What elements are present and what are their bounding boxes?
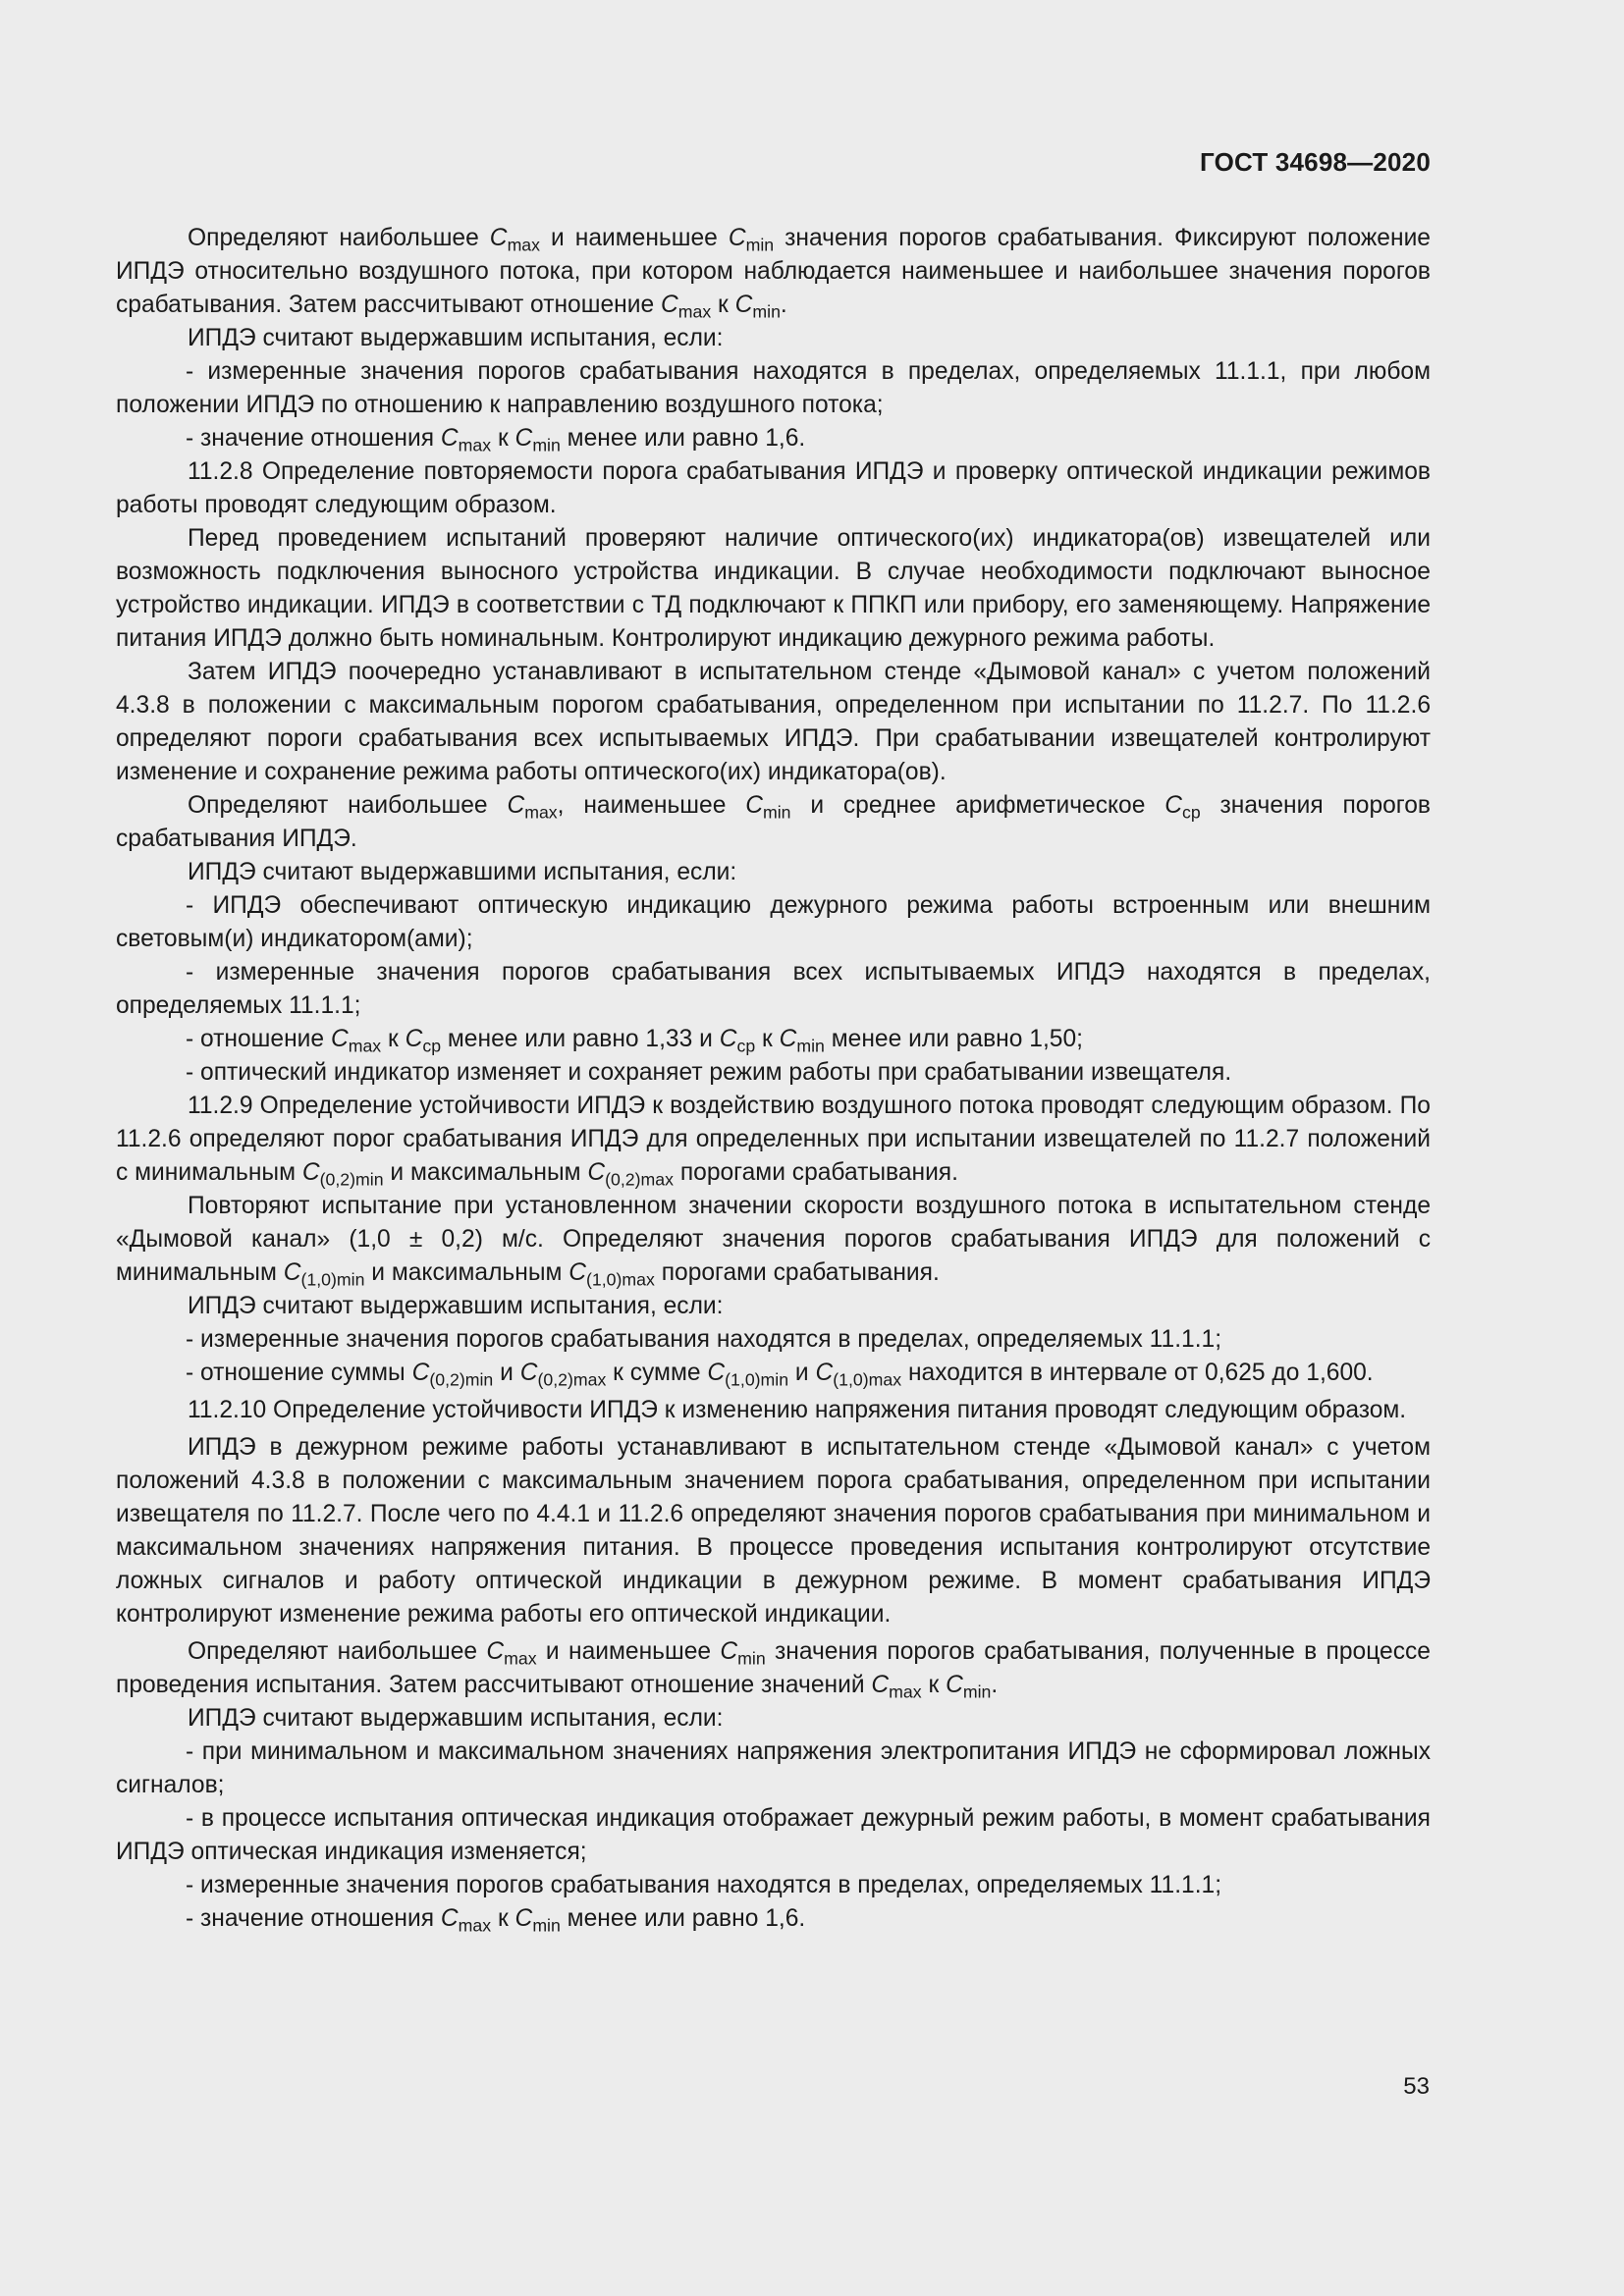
math-variable: C (301, 1159, 320, 1186)
paragraph (116, 222, 1431, 322)
paragraph (116, 1290, 1431, 1323)
text-run: значения порогов срабатывания. Фиксируют положение ИПДЭ относительно воздушного потока, при котором наблюдается наименьшее и наибольшее значения порогов срабатывания. Затем рассчитывают отношение (116, 225, 1431, 318)
subscript: (1,0)min (725, 1369, 789, 1390)
subscript: max (504, 1648, 537, 1669)
subscript: (1,0)min (300, 1269, 365, 1290)
paragraph (116, 455, 1431, 522)
paragraph (116, 1190, 1431, 1290)
text-run: Перед проведением испытаний проверяют наличие оптического(их) индикатора(ов) извещателей или возможность подключения выносного устройства индикации. В случае необходимости подключают выносное устройство индикации. ИПДЭ в соответствии с ТД подключают к ППКП или прибору, его заменяющему. Напряжение питания ИПДЭ должно быть номинальным. Контролируют индикацию дежурного режима работы. (116, 525, 1431, 652)
subscript: (0,2)min (429, 1369, 494, 1390)
subscript: (1,0)max (586, 1269, 655, 1290)
text-run: менее или равно 1,50; (824, 1026, 1083, 1052)
paragraph (116, 1635, 1431, 1702)
text-run: - ИПДЭ обеспечивают оптическую индикацию дежурного режима работы встроенным или внешним световым(и) индикатором(ами); (116, 892, 1431, 952)
text-run: менее или равно 1,6. (560, 425, 806, 452)
text-run: - при минимальном и максимальном значениях напряжения электропитания ИПДЭ не сформировал ложных сигналов; (116, 1738, 1431, 1798)
math-variable: C (720, 1638, 738, 1665)
text-run: - значение отношения (186, 1905, 441, 1932)
subscript: max (889, 1682, 922, 1702)
text-run: и максимальным (364, 1259, 569, 1286)
text-run: ИПДЭ в дежурном режиме работы устанавливают в испытательном стенде «Дымовой канал» с учетом положений 4.3.8 в положении с максимальным значением порога срабатывания, определенном при испытании извещателя по 11.2.7. После чего по 4.4.1 и 11.2.6 определяют значения порогов срабатывания при минимальном и максимальном значениях напряжения питания. В процессе проведения испытания контролируют отсутствие ложных сигналов и работу оптической индикации в дежурном режиме. В момент срабатывания ИПДЭ контролируют изменение режима работы его оптической индикации. (116, 1434, 1431, 1628)
list-item (116, 1023, 1431, 1056)
list-item (116, 1902, 1431, 1936)
text-run: Затем ИПДЭ поочередно устанавливают в испытательном стенде «Дымовой канал» с учетом положений 4.3.8 в положении с максимальным порогом срабатывания, определенном при испытании по 11.2.7. По 11.2.6 определяют пороги срабатывания всех испытываемых ИПДЭ. При срабатывании извещателей контролируют изменение и сохранение режима работы оптического(их) индикатора(ов). (116, 659, 1431, 785)
text-run: 11.2.9 Определение устойчивости ИПДЭ к воздействию воздушного потока проводят следующим образом. По 11.2.6 определяют порог срабатывания ИПДЭ для определенных при испытании извещателей по 11.2.7 положений с минимальным (116, 1093, 1431, 1186)
subscript: max (507, 235, 541, 255)
text-run: и среднее арифметическое (790, 792, 1165, 819)
text-run: Определяют наибольшее (188, 225, 490, 251)
text-run: ИПДЭ считают выдержавшим испытания, если: (188, 1705, 724, 1732)
text-run: порогами срабатывания. (654, 1259, 940, 1286)
text-run: значения порогов срабатывания, полученные в процессе проведения испытания. Затем рассчитывают отношение значений (116, 1638, 1431, 1698)
text-run: к (381, 1026, 406, 1052)
paragraph (116, 789, 1431, 856)
math-variable: C (330, 1026, 349, 1052)
text-run: и наименьшее (536, 1638, 721, 1665)
subscript: min (532, 435, 561, 455)
paragraph (116, 1431, 1431, 1631)
paragraph (116, 1394, 1431, 1427)
math-variable: C (507, 792, 525, 819)
list-item (116, 1735, 1431, 1802)
text-run: - значение отношения (186, 425, 441, 452)
subscript: min (532, 1915, 561, 1936)
math-variable: C (411, 1360, 430, 1386)
math-variable: C (283, 1259, 301, 1286)
text-run: к (755, 1026, 780, 1052)
text-run: 11.2.8 Определение повторяемости порога срабатывания ИПДЭ и проверку оптической индикации режимов работы проводят следующим образом. (116, 458, 1431, 518)
math-variable: C (871, 1672, 890, 1698)
math-variable: C (440, 425, 459, 452)
math-variable: C (486, 1638, 505, 1665)
text-run: ИПДЭ считают выдержавшим испытания, если: (188, 1293, 724, 1319)
subscript: (1,0)max (833, 1369, 902, 1390)
subscript: max (348, 1036, 382, 1056)
subscript: (0,2)max (605, 1169, 674, 1190)
paragraph (116, 1090, 1431, 1190)
text-run: , наименьшее (557, 792, 746, 819)
math-variable: C (405, 1026, 423, 1052)
math-variable: C (815, 1360, 834, 1386)
math-variable: C (440, 1905, 459, 1932)
list-item (116, 422, 1431, 455)
subscript: min (737, 1648, 766, 1669)
math-variable: C (519, 1360, 538, 1386)
text-run: - отношение (186, 1026, 331, 1052)
standard-header: ГОСТ 34698—2020 (1200, 147, 1431, 177)
math-variable: C (745, 792, 763, 819)
subscript: min (762, 802, 791, 823)
subscript: ср (736, 1036, 756, 1056)
paragraph (116, 1702, 1431, 1735)
list-item (116, 355, 1431, 422)
subscript: (0,2)min (319, 1169, 384, 1190)
text-run: ИПДЭ считают выдержавшими испытания, если: (188, 859, 737, 885)
text-run: ИПДЭ считают выдержавшим испытания, если: (188, 325, 724, 351)
text-run: и максимальным (383, 1159, 588, 1186)
text-run: и (493, 1360, 520, 1386)
math-variable: C (707, 1360, 726, 1386)
text-run: и (788, 1360, 816, 1386)
list-item (116, 1802, 1431, 1869)
paragraph (116, 522, 1431, 656)
math-variable: C (489, 225, 508, 251)
text-run: порогами срабатывания. (674, 1159, 958, 1186)
list-item (116, 1869, 1431, 1902)
subscript: min (962, 1682, 992, 1702)
text-run: - оптический индикатор изменяет и сохраняет режим работы при срабатывании извещателя. (186, 1059, 1232, 1086)
text-run: - в процессе испытания оптическая индикация отображает дежурный режим работы, в момент срабатывания ИПДЭ оптическая индикация изменяется; (116, 1805, 1431, 1865)
subscript: ср (422, 1036, 442, 1056)
list-item (116, 889, 1431, 956)
text-run: Определяют наибольшее (188, 792, 508, 819)
list-item (116, 956, 1431, 1023)
math-variable: C (587, 1159, 606, 1186)
text-run: Определяют наибольшее (188, 1638, 487, 1665)
text-run: к (921, 1672, 947, 1698)
subscript: max (458, 1915, 492, 1936)
text-run: - измеренные значения порогов срабатывания находятся в пределах, определяемых 11.1.1; (186, 1872, 1222, 1898)
text-run: . (780, 292, 787, 318)
math-variable: C (946, 1672, 963, 1698)
subscript: max (677, 301, 712, 322)
text-run: Повторяют испытание при установленном значении скорости воздушного потока в испытательном стенде «Дымовой канал» (1,0 ± 0,2) м/с. Определяют значения порогов срабатывания ИПДЭ для положений с минимальным (116, 1193, 1431, 1286)
text-run: значения порогов срабатывания ИПДЭ. (116, 792, 1431, 852)
subscript: min (745, 235, 775, 255)
paragraph (116, 322, 1431, 355)
subscript: min (796, 1036, 825, 1056)
subscript: max (458, 435, 492, 455)
text-run: к (491, 1905, 515, 1932)
paragraph (116, 656, 1431, 789)
subscript: ср (1181, 802, 1201, 823)
text-run: находится в интервале от 0,625 до 1,600. (901, 1360, 1374, 1386)
math-variable: C (719, 1026, 737, 1052)
math-variable: C (728, 225, 746, 251)
text-run: к (491, 425, 515, 452)
list-item (116, 1357, 1431, 1390)
math-variable: C (514, 425, 533, 452)
text-run: менее или равно 1,6. (560, 1905, 806, 1932)
subscript: max (524, 802, 558, 823)
text-run: менее или равно 1,33 и (441, 1026, 720, 1052)
text-run: - измеренные значения порогов срабатывания находятся в пределах, определяемых 11.1.1; (186, 1326, 1222, 1353)
page-number: 53 (1403, 2073, 1430, 2100)
document-body (116, 222, 1431, 1936)
paragraph (116, 856, 1431, 889)
subscript: min (752, 301, 781, 322)
list-item (116, 1323, 1431, 1357)
math-variable: C (734, 292, 753, 318)
text-run: - измеренные значения порогов срабатывания находятся в пределах, определяемых 11.1.1, при любом положении ИПДЭ по отношению к направлению воздушного потока; (116, 358, 1431, 418)
list-item (116, 1056, 1431, 1090)
math-variable: C (779, 1026, 797, 1052)
text-run: . (991, 1672, 999, 1698)
text-run: к (711, 292, 735, 318)
text-run: - измеренные значения порогов срабатывания всех испытываемых ИПДЭ находятся в пределах, определяемых 11.1.1; (116, 959, 1431, 1019)
subscript: (0,2)max (537, 1369, 607, 1390)
text-run: к сумме (606, 1360, 708, 1386)
text-run: 11.2.10 Определение устойчивости ИПДЭ к изменению напряжения питания проводят следующим образом. (188, 1397, 1407, 1423)
math-variable: C (568, 1259, 586, 1286)
text-run: - отношение суммы (186, 1360, 412, 1386)
text-run: и наименьшее (540, 225, 729, 251)
math-variable: C (514, 1905, 533, 1932)
math-variable: C (660, 292, 678, 318)
math-variable: C (1164, 792, 1182, 819)
